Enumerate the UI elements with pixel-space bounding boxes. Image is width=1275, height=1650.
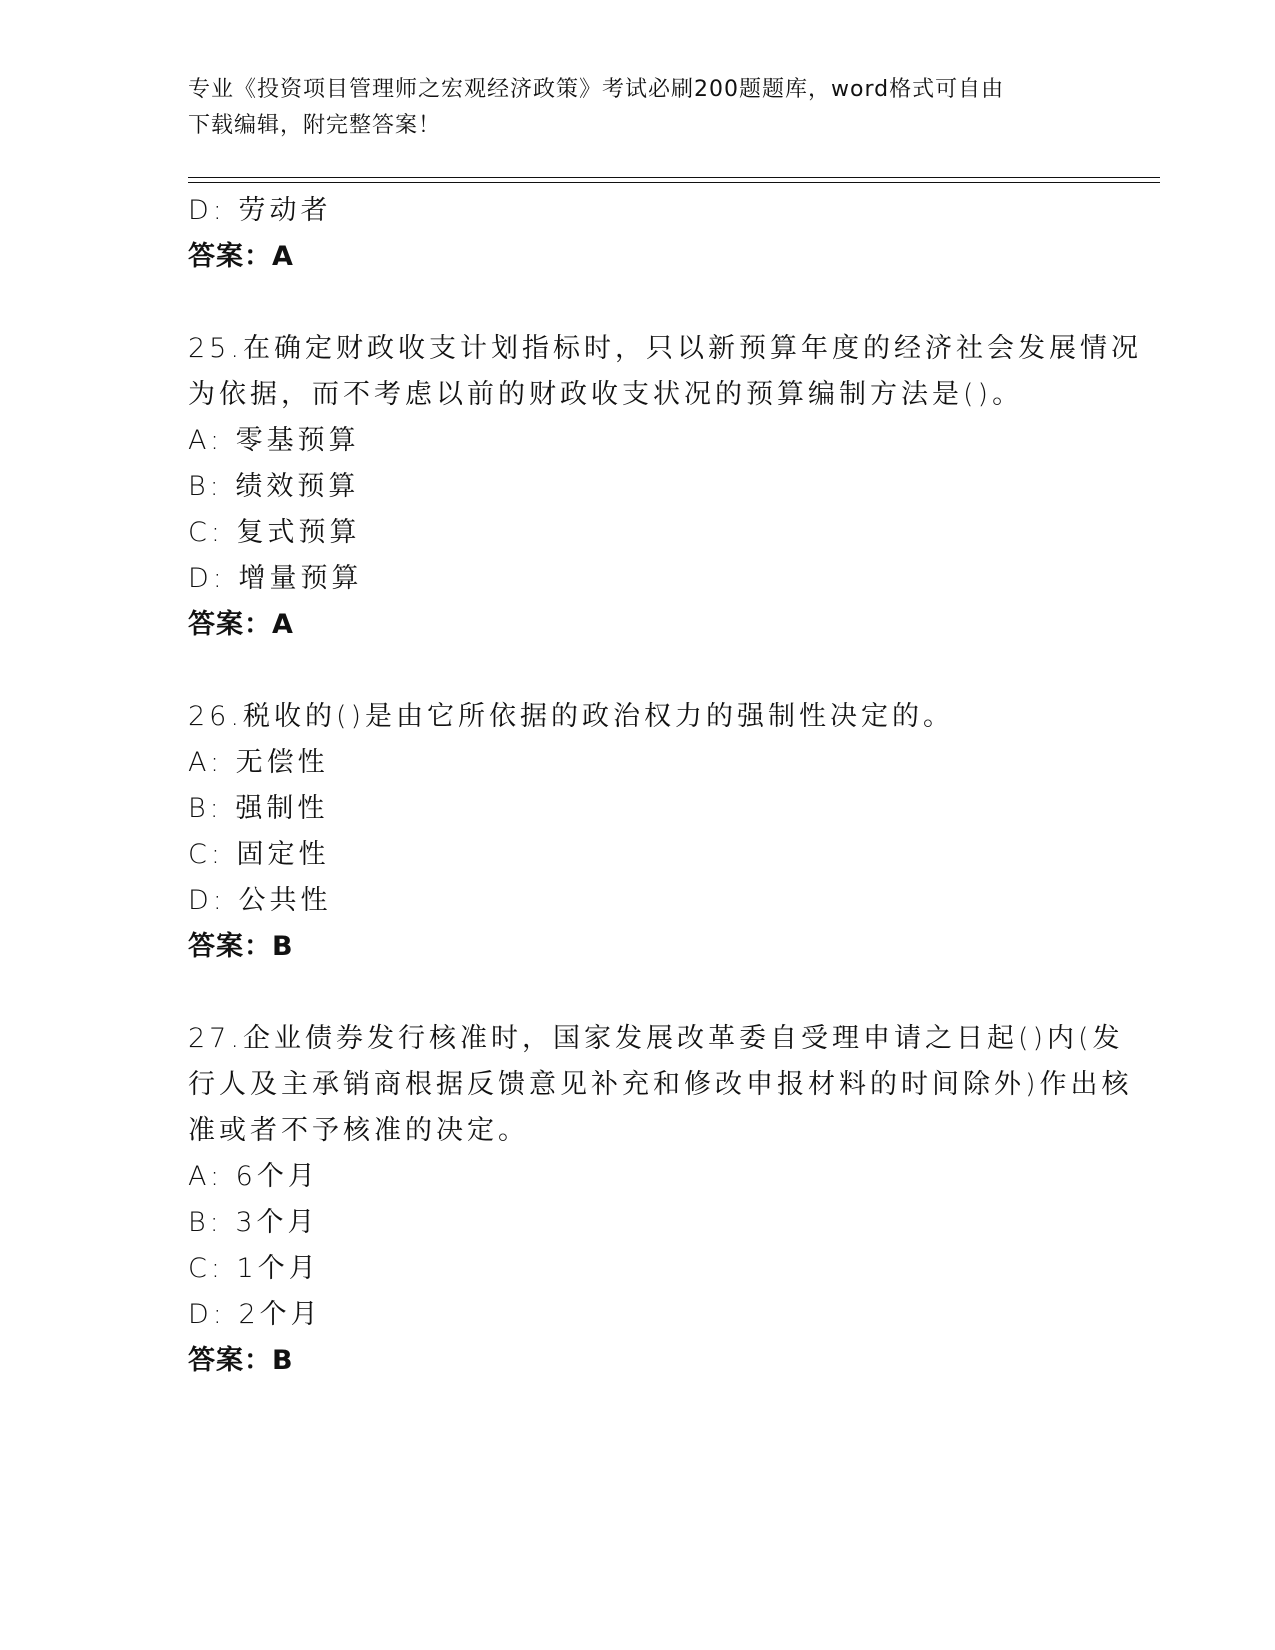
question-block	[188, 326, 1142, 648]
option-c: C: 1个月	[188, 1253, 320, 1284]
option-a: A: 6个月	[188, 1161, 319, 1192]
question-text: 27.企业债券发行核准时，国家发展改革委自受理申请之日起()内(发	[188, 1023, 1124, 1054]
question-text: 行人及主承销商根据反馈意见补充和修改申报材料的时间除外)作出核	[188, 1069, 1133, 1100]
option-d: D: 增量预算	[188, 563, 363, 594]
header-line-2: 下载编辑，附完整答案！	[188, 113, 442, 138]
question-text: 准或者不予核准的决定。	[188, 1115, 529, 1146]
option-c: C: 复式预算	[188, 517, 361, 548]
answer: 答案：B	[188, 1345, 294, 1376]
answer: 答案：A	[188, 241, 294, 272]
option-b: B: 3个月	[188, 1207, 319, 1238]
question-block	[188, 694, 1088, 970]
question-text: 26.税收的()是由它所依据的政治权力的强制性决定的。	[188, 701, 955, 732]
option-c: C: 固定性	[188, 839, 330, 870]
option-d: D: 2个月	[188, 1299, 322, 1330]
document-header	[188, 72, 1088, 144]
answer: 答案：A	[188, 609, 294, 640]
spacer	[188, 648, 1088, 694]
header-divider-bottom	[188, 182, 1160, 183]
spacer	[188, 280, 1088, 326]
question-text: 25.在确定财政收支计划指标时，只以新预算年度的经济社会发展情况	[188, 333, 1142, 364]
option-d: D: 公共性	[188, 885, 332, 916]
option-b: B: 绩效预算	[188, 471, 360, 502]
document-body	[188, 188, 1142, 1384]
answer: 答案：B	[188, 931, 294, 962]
question-block	[188, 1016, 1133, 1384]
header-line-1: 专业《投资项目管理师之宏观经济政策》考试必刷200题题库，word格式可自由	[188, 77, 1005, 102]
option-b: B: 强制性	[188, 793, 329, 824]
question-text: 为依据，而不考虑以前的财政收支状况的预算编制方法是()。	[188, 379, 1024, 410]
header-divider-top	[188, 177, 1160, 178]
option-d: D: 劳动者	[188, 195, 332, 226]
option-a: A: 无偿性	[188, 747, 329, 778]
option-a: A: 零基预算	[188, 425, 360, 456]
spacer	[188, 970, 1088, 1016]
